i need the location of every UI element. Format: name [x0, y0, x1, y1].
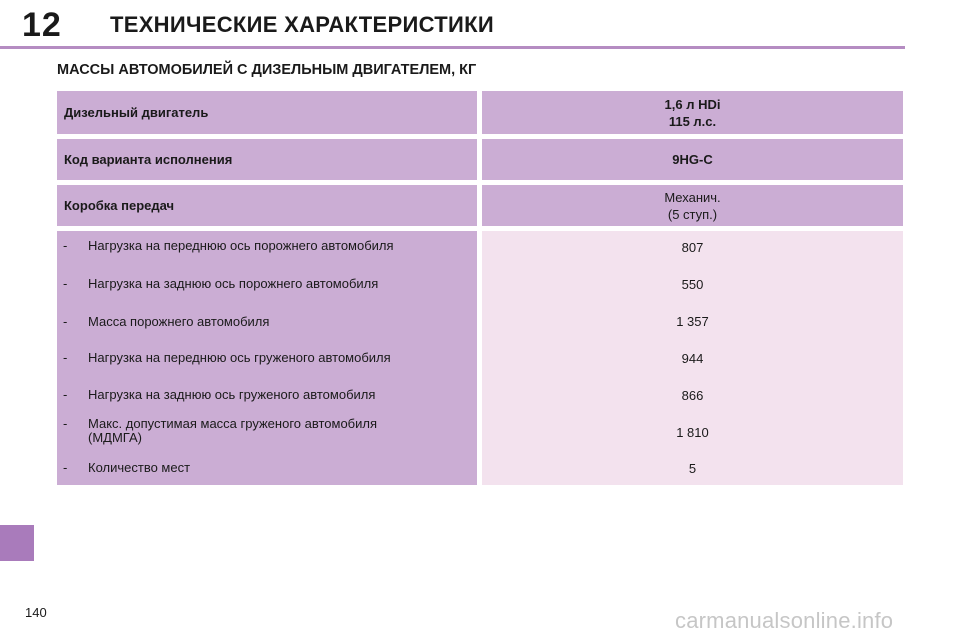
gearbox-value-line2: (5 ступ.) — [667, 206, 718, 222]
section-title: МАССЫ АВТОМОБИЛЕЙ С ДИЗЕЛЬНЫМ ДВИГАТЕЛЕМ, КГ — [57, 62, 477, 78]
list-item-label: Нагрузка на переднюю ось груженого автомобиля — [88, 350, 391, 365]
table-cell-value: 550 — [681, 277, 704, 292]
list-bullet: - — [63, 350, 68, 365]
list-item — [63, 388, 468, 402]
list-item — [63, 277, 468, 291]
engine-value-line1: 1,6 л HDi — [664, 96, 721, 112]
list-item — [63, 351, 468, 365]
list-bullet: - — [63, 416, 68, 431]
table-cell-value: 866 — [681, 388, 704, 403]
list-item-label: Нагрузка на заднюю ось порожнего автомобиля — [88, 276, 379, 291]
mass-spec-table — [57, 91, 903, 485]
page-number: 140 — [25, 605, 47, 620]
watermark: carmanualsonline.info — [675, 608, 894, 633]
header-divider — [0, 46, 905, 49]
list-bullet: - — [63, 238, 68, 253]
table-cell-value: 1 810 — [676, 425, 709, 440]
list-bullet: - — [63, 314, 68, 329]
list-item — [63, 315, 468, 329]
table-cell-value: 5 — [688, 461, 697, 476]
engine-value-line2: 115 л.с. — [668, 113, 717, 129]
variant-label: Код варианта исполнения — [57, 139, 477, 180]
chapter-side-tab — [0, 525, 34, 561]
table-cell-value: 1 357 — [676, 314, 709, 329]
table-row-gearbox — [57, 185, 903, 226]
mass-values-block — [57, 231, 903, 485]
gearbox-value — [482, 185, 903, 226]
table-cell-value: 807 — [681, 240, 704, 255]
list-item-label: Масса порожнего автомобиля — [88, 314, 270, 329]
chapter-number: 12 — [22, 6, 62, 44]
table-row-engine — [57, 91, 903, 134]
list-bullet: - — [63, 460, 68, 475]
gearbox-label: Коробка передач — [57, 185, 477, 226]
list-item-label: Количество мест — [88, 460, 191, 475]
table-row-variant — [57, 139, 903, 180]
list-item — [63, 417, 433, 445]
engine-value — [482, 91, 903, 134]
list-item-label: Макс. допустимая масса груженого автомобиля (МДМГА) — [88, 416, 378, 445]
gearbox-value-line1: Механич. — [664, 189, 721, 205]
list-bullet: - — [63, 387, 68, 402]
list-item-label: Нагрузка на переднюю ось порожнего автомобиля — [88, 238, 394, 253]
variant-value — [482, 139, 903, 180]
list-item-label: Нагрузка на заднюю ось груженого автомобиля — [88, 387, 376, 402]
list-item — [63, 461, 468, 475]
list-bullet: - — [63, 276, 68, 291]
engine-label: Дизельный двигатель — [57, 91, 477, 134]
table-cell-value: 944 — [681, 351, 704, 366]
chapter-title: ТЕХНИЧЕСКИЕ ХАРАКТЕРИСТИКИ — [110, 12, 494, 37]
mass-labels-column — [57, 231, 477, 485]
list-item — [63, 239, 468, 253]
mass-values-column — [482, 231, 903, 485]
variant-value-text: 9HG-C — [672, 152, 713, 167]
